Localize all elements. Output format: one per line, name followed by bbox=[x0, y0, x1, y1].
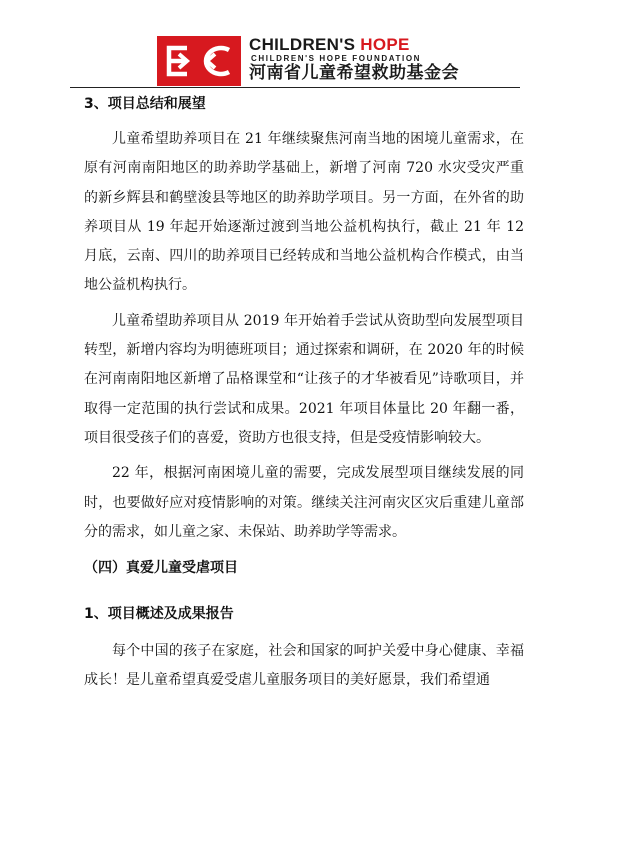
document-body bbox=[84, 92, 524, 696]
subsection-heading-overview: 1、项目概述及成果报告 bbox=[84, 606, 234, 623]
section-heading-project-four: （四）真爱儿童受虐项目 bbox=[84, 560, 238, 577]
paragraph-overview-1: 每个中国的孩子在家庭，社会和国家的呵护关爱中身心健康、幸福成长！是儿童希望真爱受虐儿童服务项目的美好愿景，我们希望通 bbox=[84, 643, 524, 689]
paragraph-summary-1: 儿童希望助养项目在 21 年继续聚焦河南当地的困境儿童需求，在原有河南南阳地区的助养助学基础上，新增了河南 720 水灾受灾严重的新乡辉县和鹤壁浚县等地区的助养助学项目。另一方面，在外省的助养项目从 19 年起开始逐渐过渡到当地公益机构执行，截止 21 年 12 月底，云南、四川的助养项目已经转成和当地公益机构合作模式，由当地公益机构执行。 bbox=[84, 131, 524, 294]
paragraph-summary-3: 22 年，根据河南困境儿童的需要，完成发展型项目继续发展的同时，也要做好应对疫情影响的对策。继续关注河南灾区灾后重建儿童部分的需求，如儿童之家、未保站、助养助学等需求。 bbox=[84, 465, 524, 540]
foundation-name-block bbox=[249, 36, 519, 83]
header-divider bbox=[70, 87, 520, 88]
paragraph-summary-2: 儿童希望助养项目从 2019 年开始着手尝试从资助型向发展型项目转型，新增内容均为明德班项目；通过探索和调研，在 2020 年的时候在河南南阳地区新增了品格课堂和“让孩子的才华被看见”诗歌项目，并取得一定范围的执行尝试和成果。2021 年项目体量比 20 年翻一番，项目很受孩子们的喜爱，资助方也很支持，但是受疫情影响较大。 bbox=[84, 312, 524, 446]
foundation-english-name bbox=[249, 36, 519, 54]
foundation-english-subline: CHILDREN'S HOPE FOUNDATION bbox=[251, 54, 422, 63]
foundation-chinese-name: 河南省儿童希望救助基金会 bbox=[249, 63, 459, 83]
foundation-logo-icon bbox=[157, 36, 241, 86]
section-heading-summary: 3、项目总结和展望 bbox=[84, 96, 206, 112]
letterhead bbox=[0, 0, 638, 92]
brand-name-highlight: HOPE bbox=[360, 35, 410, 54]
brand-name-prefix: CHILDREN'S bbox=[249, 35, 361, 54]
